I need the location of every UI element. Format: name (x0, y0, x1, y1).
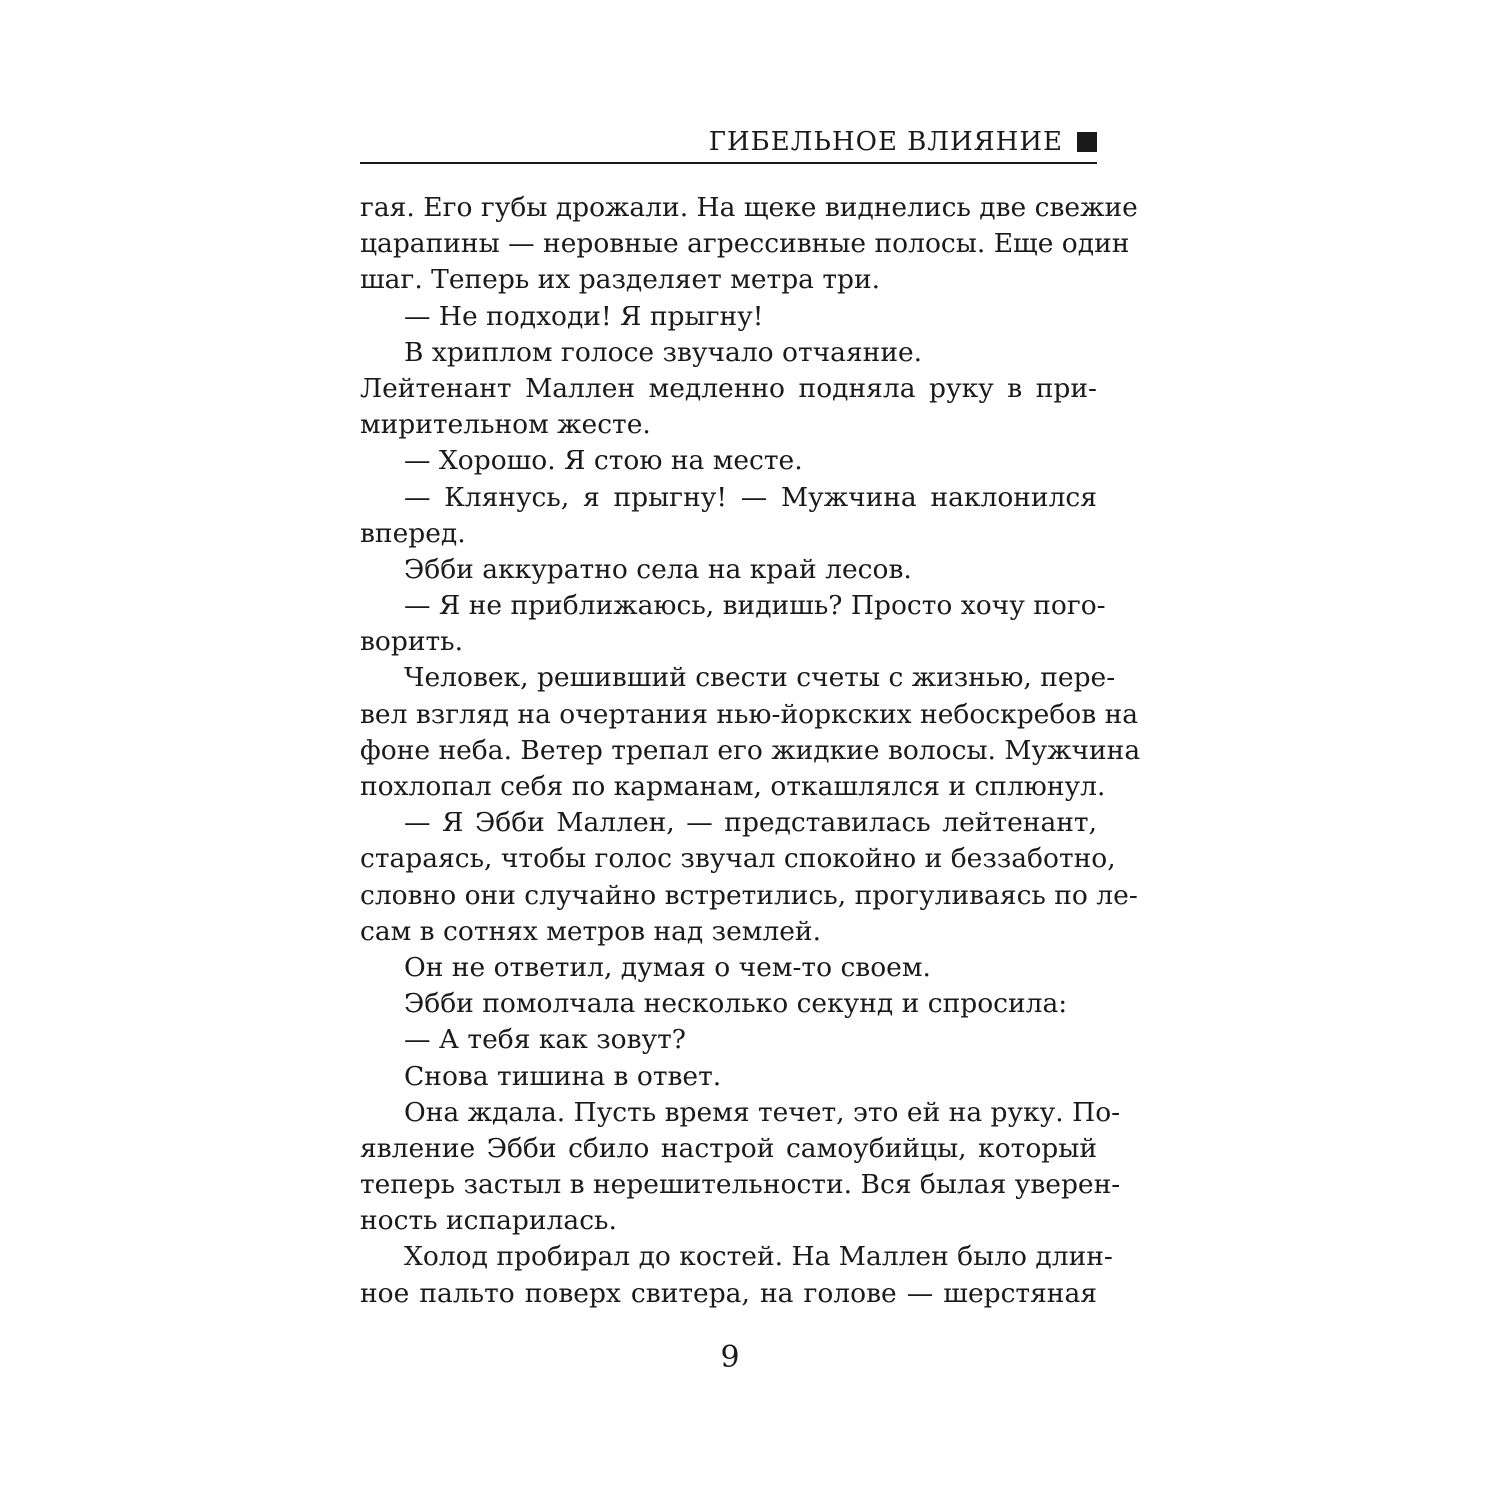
text-line: — Я не приближаюсь, видишь? Просто хочу пого- (404, 590, 1106, 622)
text-line: словно они случайно встретились, прогуливаясь по ле- (360, 879, 1138, 911)
text-line: ность испарилась. (360, 1205, 617, 1237)
text-line: ное пальто поверх свитера, на голове — шерстяная (360, 1277, 1097, 1309)
text-line: — А тебя как зовут? (404, 1024, 686, 1056)
text-line: явление Эбби сбило настрой самоубийцы, который (360, 1132, 1097, 1164)
running-head-title: ГИБЕЛЬНОЕ ВЛИЯНИЕ (708, 127, 1063, 157)
text-line: Он не ответил, думая о чем-то своем. (404, 951, 931, 983)
text-line: похлопал себя по карманам, откашлялся и сплюнул. (360, 771, 1106, 802)
text-line: — Я Эбби Маллен, — представилась лейтенант, (404, 807, 1097, 839)
text-line: Эбби аккуратно села на край лесов. (404, 553, 912, 585)
text-line: ворить. (360, 626, 464, 658)
text-line: Холод пробирал до костей. На Маллен было длин- (404, 1241, 1113, 1273)
text-line: сам в сотнях метров над землей. (360, 915, 821, 947)
text-line: стараясь, чтобы голос звучал спокойно и беззаботно, (360, 843, 1116, 875)
text-line: — Не подходи! Я прыгну! (404, 300, 764, 332)
text-line: Человек, решивший свести счеты с жизнью, пере- (404, 662, 1116, 694)
text-line: — Клянусь, я прыгну! — Мужчина наклонился (404, 481, 1097, 513)
text-line: фоне неба. Ветер трепал его жидкие волосы. Мужчина (360, 734, 1141, 766)
text-line: гая. Его губы дрожали. На щеке виднелись две свежие (360, 192, 1138, 223)
text-line: В хриплом голосе звучало отчаяние. (404, 336, 923, 368)
text-line: царапины — неровные агрессивные полосы. Еще один (360, 228, 1130, 260)
body-text (360, 190, 1141, 1312)
text-line: вперед. (360, 517, 466, 549)
square-ornament-icon (1077, 132, 1097, 152)
text-line: шаг. Теперь их разделяет метра три. (360, 264, 881, 296)
text-line: Она ждала. Пусть время течет, это ей на руку. По- (404, 1096, 1121, 1128)
page-number: 9 (720, 1340, 740, 1375)
text-line: теперь застыл в нерешительности. Вся былая уверен- (360, 1169, 1121, 1201)
text-line: — Хорошо. Я стою на месте. (404, 445, 803, 477)
text-line: Лейтенант Маллен медленно подняла руку в при- (360, 372, 1097, 404)
running-head (360, 124, 1097, 164)
text-line: мирительном жесте. (360, 409, 651, 441)
text-line: Снова тишина в ответ. (404, 1060, 722, 1092)
text-line: Эбби помолчала несколько секунд и спросила: (404, 988, 1068, 1020)
text-line: вел взгляд на очертания нью-йоркских небоскребов на (360, 698, 1139, 730)
